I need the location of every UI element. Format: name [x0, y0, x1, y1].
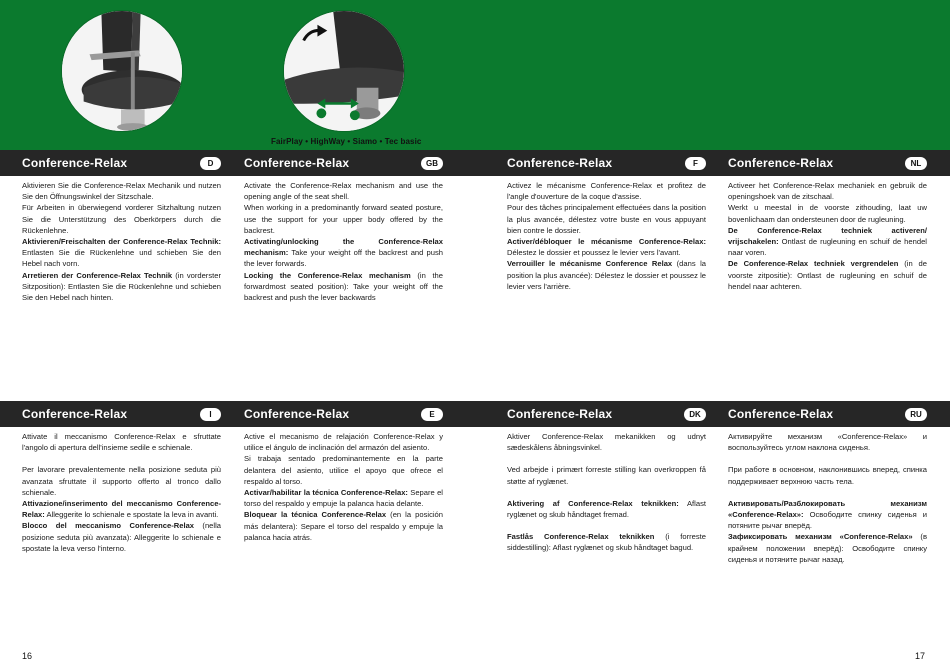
paragraph: Verrouiller le mécanisme Conference Relax (dans la position la plus avancée): Délestez le dossier et poussez le levier vers l'arrière. [507, 259, 706, 291]
paragraph: Activate the Conference-Relax mechanism and use the opening angle of the seat shell. [244, 181, 443, 202]
text-column-f [507, 180, 706, 292]
paragraph: Si trabaja sentado predominantemente en la parte delantera del asiento, utilice el apoyo que ofrece el respaldo al torso. [244, 454, 443, 486]
language-badge-i: I [200, 408, 221, 421]
language-badge-dk: DK [684, 408, 706, 421]
section-title-ru: Conference-Relax [728, 407, 834, 421]
model-list: FairPlay • HighWay • Siamo • Tec basic [271, 137, 422, 146]
paragraph: Bloquear la técnica Conference-Relax (en la posición más delantera): Separe el torso del respaldo y empuje la palanca hacia atrás. [244, 510, 443, 542]
instruction-heading: Зафиксировать механизм «Conference-Relax» [728, 532, 913, 542]
text-column-e [244, 431, 443, 543]
lever-detail-photo [283, 10, 405, 132]
paragraph: Ved arbejde i primært forreste stilling kan overkroppen få støtte af ryglænet. [507, 465, 706, 486]
paragraph: Aktivieren Sie die Conference-Relax Mechanik und nutzen Sie den Öffnungswinkel der Sitzschale. [22, 181, 221, 202]
paragraph: Activating/unlocking the Conference-Relax mechanism: Take your weight off the backrest and push the lever forwards. [244, 237, 443, 269]
language-badge-gb: GB [421, 157, 443, 170]
paragraph: Активируйте механизм «Conference-Relax» и воспользуйтесь углом наклона сиденья. [728, 432, 927, 453]
paragraph: Werkt u meestal in de voorste zithouding, laat uw bovenlichaam dan ondersteunen door de rugleuning. [728, 203, 927, 224]
text-column-dk [507, 431, 706, 554]
instruction-heading: Активировать/Разблокировать механизм «Conference-Relax»: [728, 498, 927, 520]
paragraph: When working in a predominantly forward seated posture, use the support for your upper body offered by the backrest. [244, 203, 443, 235]
paragraph: Activeer het Conference-Relax mechaniek en gebruik de openingshoek van de zitschaal. [728, 181, 927, 202]
instruction-heading: Locking the Conference-Relax mechanism [244, 270, 411, 280]
section-title-d: Conference-Relax [22, 156, 128, 170]
paragraph: De Conference-Relax techniek activeren/ vrijschakelen: Ontlast de rugleuning en schuif de hendel naar voren. [728, 225, 927, 258]
section-title-dk: Conference-Relax [507, 407, 613, 421]
header-banner [0, 0, 950, 150]
language-badge-e: E [421, 408, 443, 421]
language-badge-ru: RU [905, 408, 927, 421]
paragraph: Locking the Conference-Relax mechanism (in the forwardmost seated position): Take your weight off the backrest and push the lever backwards [244, 270, 444, 303]
section-title-gb: Conference-Relax [244, 156, 350, 170]
paragraph: Attivate il meccanismo Conference-Relax e sfruttate l'angolo di apertura dell'insieme sedile e schienale. [22, 432, 221, 453]
paragraph: Aktivieren/Freischalten der Conference-Relax Technik: Entlasten Sie die Rückenlehne und schieben Sie den Hebel nach vorn. [22, 237, 221, 269]
instruction-heading: Blocco del meccanismo Conference-Relax [22, 521, 195, 531]
section-title-i: Conference-Relax [22, 407, 128, 421]
instruction-heading: Aktivering af Conference-Relax teknikken: [507, 498, 679, 508]
language-badge-d: D [200, 157, 221, 170]
language-badge-f: F [685, 157, 706, 170]
paragraph: Activez le mécanisme Conference-Relax et profitez de l'angle d'ouverture de la coque d'assise. [507, 181, 706, 202]
instruction-heading: Activar/habilitar la técnica Conference-Relax: [244, 488, 408, 498]
text-column-nl [728, 180, 927, 292]
section-title-nl: Conference-Relax [728, 156, 834, 170]
paragraph: Attivazione/inserimento del meccanismo Conference-Relax: Alleggerite lo schienale e spostate la leva in avanti. [22, 499, 221, 520]
page-number-right: 17 [915, 651, 926, 661]
paragraph: Зафиксировать механизм «Conference-Relax» (в крайнем положении вперёд): Освободите спинку сиденья и потяните рычаг назад. [728, 532, 927, 564]
text-column-ru [728, 431, 927, 565]
paragraph: Aktiver Conference-Relax mekanikken og udnyt sædeskålens åbningsvinkel. [507, 432, 706, 453]
text-column-i [22, 431, 221, 554]
instruction-heading: Activer/débloquer le mécanisme Conference-Relax: [507, 237, 706, 247]
paragraph: Active el mecanismo de relajación Conference-Relax y utilice el ángulo de inclinación del armazón del asiento. [244, 432, 443, 453]
paragraph: Für Arbeiten in überwiegend vorderer Sitzhaltung nutzen Sie die Unterstützung des Oberkörpers durch die Rückenlehne. [22, 203, 221, 235]
paragraph: De Conference-Relax techniek vergrendelen (in de voorste zitpositie): Ontlast de rugleuning en schuif de hendel naar achteren. [728, 259, 927, 291]
text-column-d [22, 180, 221, 303]
language-badge-nl: NL [905, 157, 927, 170]
page-number-left: 16 [22, 651, 33, 661]
paragraph: Aktivering af Conference-Relax teknikken: Aflast ryglænet og skub håndtaget fremad. [507, 498, 706, 520]
paragraph: Arretieren der Conference-Relax Technik (in vorderster Sitzposition): Entlasten Sie die Rückenlehne und schieben Sie den Hebel nach hinten. [22, 270, 221, 303]
text-column-gb [244, 180, 443, 303]
instruction-heading: Attivazione/inserimento del meccanismo Conference-Relax: [22, 499, 221, 520]
chair-seat-photo [61, 10, 183, 132]
paragraph: Activer/débloquer le mécanisme Conference-Relax: Délestez le dossier et poussez le levier vers l'avant. [507, 237, 706, 258]
paragraph: Blocco del meccanismo Conference-Relax (nella posizione seduta più avanzata): Alleggerite lo schienale e spostate la leva verso l'interno. [22, 521, 221, 553]
instruction-heading: Aktivieren/Freischalten der Conference-Relax Technik: [22, 237, 221, 247]
paragraph: Fastlås Conference-Relax teknikken (i forreste siddestilling): Aflast ryglænet og skub håndtaget bagud. [507, 532, 706, 553]
instruction-heading: Verrouiller le mécanisme Conference Relax [507, 259, 673, 269]
instruction-heading: De Conference-Relax techniek vergrendelen [728, 259, 899, 269]
instruction-heading: Activating/unlocking the Conference-Relax mechanism: [244, 237, 443, 258]
instruction-heading: Fastlås Conference-Relax teknikken [507, 532, 655, 542]
section-title-e: Conference-Relax [244, 407, 350, 421]
instruction-heading: Arretieren der Conference-Relax Technik [22, 270, 173, 280]
paragraph: Per lavorare prevalentemente nella posizione seduta più avanzata sfruttate il supporto offerto al tronco dallo schienale. [22, 465, 221, 497]
section-title-f: Conference-Relax [507, 156, 613, 170]
paragraph: Pour des tâches principalement effectuées dans la position la plus avancée, délestez votre buste en vous appuyant bien contre le dossier. [507, 203, 706, 235]
instruction-heading: De Conference-Relax techniek activeren/ vrijschakelen: [728, 225, 927, 247]
paragraph: Activar/habilitar la técnica Conference-Relax: Separe el torso del respaldo y empuje la palanca hacia delante. [244, 488, 443, 509]
paragraph: Активировать/Разблокировать механизм «Conference-Relax»: Освободите спинку сиденья и потяните рычаг вперёд. [728, 498, 927, 531]
instruction-heading: Bloquear la técnica Conference-Relax [244, 510, 387, 520]
paragraph: При работе в основном, наклонившись вперед, спинка поддерживает верхнюю часть тела. [728, 465, 927, 486]
